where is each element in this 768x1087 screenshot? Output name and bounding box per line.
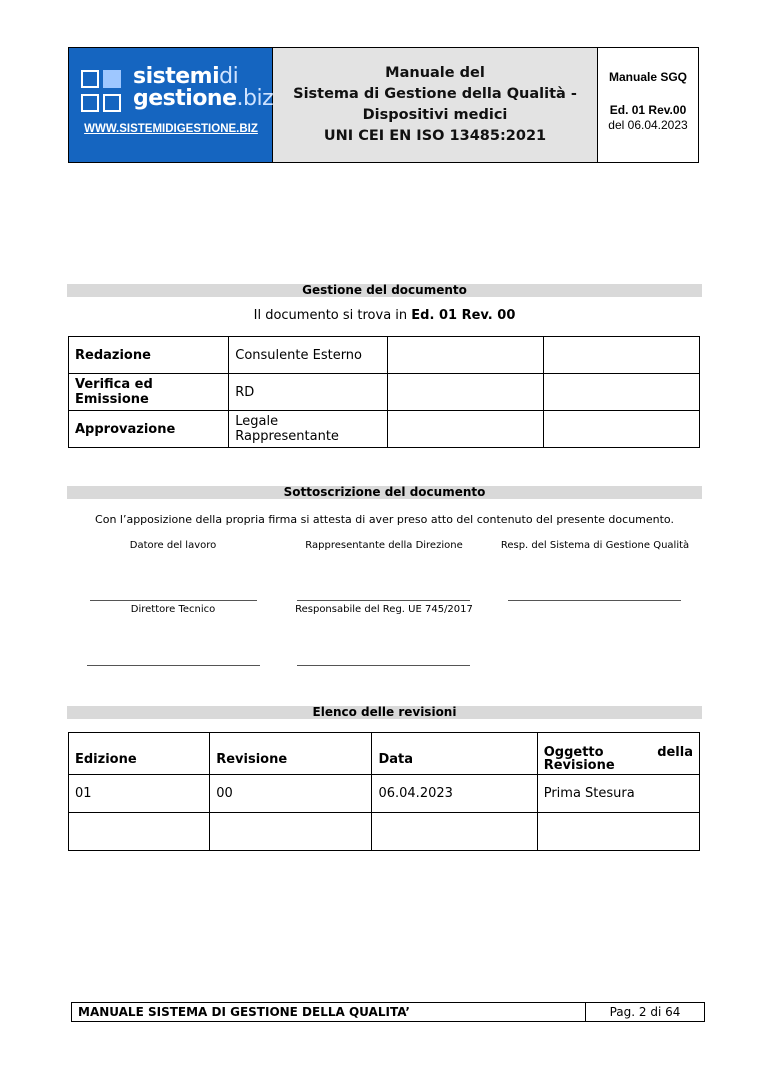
table-cell: Prima Stesura: [537, 775, 699, 813]
empty-cell: [387, 374, 543, 411]
signer-label: Resp. del Sistema di Gestione Qualità: [500, 540, 690, 551]
signature-line: [508, 600, 681, 601]
column-header: Edizione: [69, 733, 210, 775]
table-row: [69, 813, 700, 851]
table-cell: [69, 813, 210, 851]
document-code: [598, 48, 698, 162]
revision-table: [68, 732, 700, 851]
doc-edition: Ed. 01 Rev.00: [609, 103, 687, 117]
row-label: Approvazione: [69, 411, 229, 448]
table-row: [69, 411, 700, 448]
empty-cell: [543, 337, 699, 374]
empty-cell: [387, 337, 543, 374]
signer-label: Direttore Tecnico: [130, 604, 216, 615]
table-cell: [537, 813, 699, 851]
section-sottoscrizione-title: Sottoscrizione del documento: [67, 486, 702, 499]
table-header-row: [69, 733, 700, 775]
responsibility-table: [68, 336, 700, 448]
footer-title: MANUALE SISTEMA DI GESTIONE DELLA QUALITA’: [72, 1003, 586, 1021]
table-cell: 01: [69, 775, 210, 813]
row-value: Legale Rappresentante: [229, 411, 387, 448]
logo-brand: sistemidi gestione.biz: [133, 64, 274, 111]
column-header: Revisione: [210, 733, 372, 775]
table-cell: 06.04.2023: [372, 775, 537, 813]
row-label: Verifica ed Emissione: [69, 374, 229, 411]
row-value: Consulente Esterno: [229, 337, 387, 374]
table-cell: 00: [210, 775, 372, 813]
signature-line: [87, 665, 260, 666]
column-header: Oggetto della Revisione: [537, 733, 699, 775]
signature-line: [297, 600, 470, 601]
page-number: Pag. 2 di 64: [609, 1005, 681, 1019]
signer-label: Datore del lavoro: [129, 540, 217, 551]
table-cell: [372, 813, 537, 851]
section-revisioni-title: Elenco delle revisioni: [67, 706, 702, 719]
doc-code: Manuale SGQ: [608, 70, 688, 84]
doc-date: del 06.04.2023: [608, 118, 688, 132]
row-label: Redazione: [69, 337, 229, 374]
empty-cell: [543, 411, 699, 448]
table-row: [69, 337, 700, 374]
empty-cell: [387, 411, 543, 448]
signer-label: Rappresentante della Direzione: [305, 540, 463, 551]
company-logo: [69, 48, 273, 162]
table-cell: [210, 813, 372, 851]
document-header: [68, 47, 699, 163]
signer-label: Responsabile del Reg. UE 745/2017: [295, 604, 473, 615]
section-gestione-title: Gestione del documento: [67, 284, 702, 297]
table-row: [69, 775, 700, 813]
column-header: Data: [372, 733, 537, 775]
logo-squares-icon: [81, 70, 125, 116]
website-link[interactable]: WWW.SISTEMIDIGESTIONE.BIZ: [84, 123, 258, 135]
empty-cell: [543, 374, 699, 411]
row-value: RD: [229, 374, 387, 411]
document-title: Manuale del Sistema di Gestione della Qualità - Dispositivi medici UNI CEI EN ISO 13485:2021: [273, 48, 598, 162]
page-footer: [71, 1002, 705, 1022]
signature-line: [90, 600, 257, 601]
table-row: [69, 374, 700, 411]
signature-line: [297, 665, 470, 666]
document-state: Il documento si trova in Ed. 01 Rev. 00: [253, 308, 516, 323]
signature-statement: Con l’apposizione della propria firma si attesta di aver preso atto del contenuto del presente documento.: [95, 513, 674, 526]
